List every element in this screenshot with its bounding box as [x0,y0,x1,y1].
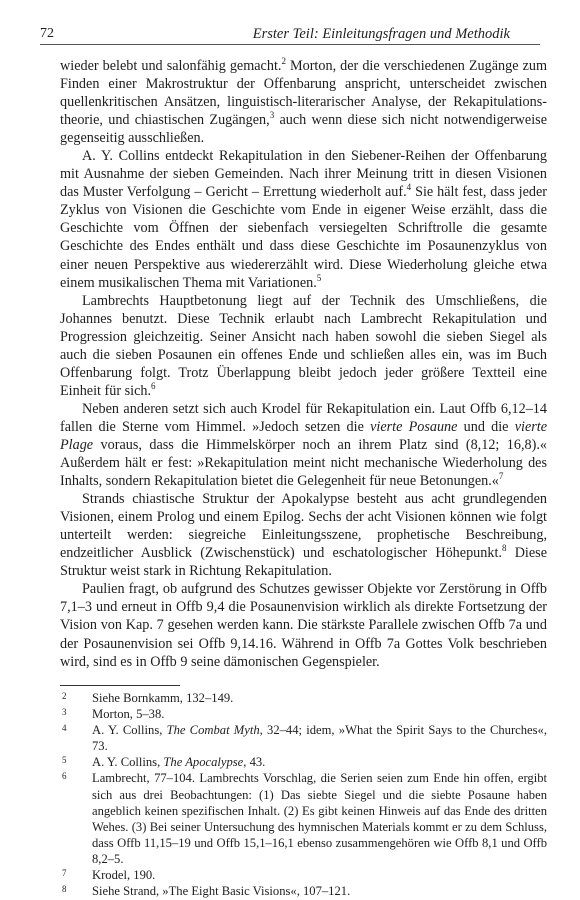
text-run: Neben anderen setzt sich auch Krodel für Rekapitulation ein. Laut Offb 6,12–14 fallen die Sterne vom Himmel. »Jedoch setzen die [60,400,547,435]
text-run: Krodel, 190. [92,868,156,883]
text-run: Lambrechts Hauptbetonung liegt auf der Technik des Umschließens, die Johannes benutzt. Diese Technik erlaubt nach Lambrecht Rekapitulation und Progression gleichzeitig. Seiner Ansicht nach haben sowohl die sieben Siegel als auch die sieben Posaunen ein offenes Ende und schließen alles ein, was im Buch Offenbarung folgt. Trotz Überlappung bleibt jedoch jeder größere Textteil eine Einheit für sich. [60,292,547,399]
paragraph [60,57,547,147]
running-title: Erster Teil: Einleitungsfragen und Methodik [252,26,510,42]
text-run: wieder belebt und salonfähig gemacht. [60,58,282,74]
text-run: Siehe Strand, »The Eight Basic Visions«, 107–121. [92,884,351,899]
text-run: und die [457,418,515,435]
footnote-separator [60,685,180,686]
footnote-text [92,883,547,899]
footnote-number: 8 [62,884,67,895]
text-run: Lambrecht, 77–104. Lambrechts Vorschlag, die Serien seien zum Ende hin offen, ergibt sich aus drei Beobachtungen: (1) Das siebte Siegel und die siebte Posaune haben angeblich keinen spezifischen Inhalt. (2) Es gibt keinen Hinweis auf das Ende des dritten Wehes. (3) Bei seiner Untersuchung des hymnischen Materials kommt er zu dem Schluss, dass Offb 11,15–19 und Offb 15,1–16,1 ebenso zusammengehören wie Offb 8,1 und Offb 8,2–5. [92,771,547,866]
footnote-text [92,706,547,722]
footnote [62,867,547,883]
footnote-number: 5 [62,755,67,766]
paragraph [60,400,547,490]
footnote-reference: 4 [406,182,412,193]
footnote-text [92,770,547,867]
text-run: Morton, 5–38. [92,707,165,722]
paragraph [60,147,547,291]
footnote-reference: 3 [269,110,275,121]
italic-text: vierte Posaune [370,418,458,435]
footnote-number: 4 [62,723,67,734]
footnote-reference: 6 [151,380,156,391]
paragraph [60,292,547,400]
text-run: A. Y. Collins entdeckt Rekapitulation in den Siebener-Reihen der Offenbarung mit Ausnahme der sieben Gemeinden. Nach ihrer Meinung tritt in diesen Visionen das Muster Verfolgung – Gericht – Errettung wiederholt auf. [60,148,547,201]
footnote-text [92,754,547,770]
text-run: Strands chiastische Struktur der Apokalypse besteht aus acht grundlegenden Visionen, einem Prolog und einem Epilog. Sechs der acht Visionen können wie folgt unterteilt werden: siegreiche Einleitungsszene, prophetische Beschreibung, endzeitlicher Ausblick (Zwischenstück) und eschatologischer Höhepunkt. [60,491,547,562]
footnote-reference: 5 [316,272,322,283]
text-run: Siehe Bornkamm, 132–149. [92,691,234,705]
text-run: voraus, dass die Himmelskörper noch an ihrem Platz sind (8,12; 16,8).« Außerdem hält er fest: »Rekapitulation meint nicht mechanische Wiederholung des Inhalts, sondern Rekapitulation bietet die Gelegenheit für neue Betonungen.« [60,436,547,490]
footnote-number: 6 [62,771,67,782]
text-run: A. Y. Collins, [92,755,164,770]
text-run: Diese Struktur weist stark in Richtung Rekapitulation. [60,545,547,580]
text-run: Paulien fragt, ob aufgrund des Schutzes gewisser Objekte vor Zerstörung in Offb 7,1–3 und erneut in Offb 9,4 die Posaunenvision wirklich als direkte Fortsetzung der Vision von Kap. 7 gesehen werden kann. Die stärkste Parallele zwischen Offb 7a und der Posaunenvision sei Offb 9,14.16. Während in Offb 7a Gottes Volk beschrieben wird, sind es in Offb 9 seine dämonischen Gegenspieler. [60,581,547,670]
text-run: Morton, der die verschiedenen Zugänge zum Finden einer Makrostruktur der Offenbarung anspricht, unterscheidet zwischen quellenkritischen Ansätzen, linguistisch-literarischer Analyse, der Rekapitulationstheorie, und chiastischen Zugängen, [60,58,548,129]
footnote [62,883,547,899]
footnote [62,722,547,754]
text-run: Sie hält fest, dass jeder Zyklus von Visionen die Geschichte vom Ende in eigener Weise erzählt, dass die Geschichte vom Öffnen der siebenfach versiegelten Schriftrolle die gesamte Geschichte des Endes enthält und dass diese Geschichte im Posaunenzyklus von einer neuen Perspektive aus wiedererzählt wird. Diese Wiederholung gleiche etwa einem musikalischen Thema mit Variationen. [60,184,547,291]
footnote-reference: 8 [501,543,507,554]
footnote-text [92,690,547,706]
footnote-reference: 2 [281,56,286,66]
footnote-number: 2 [62,691,67,701]
footnotes [62,690,547,899]
footnote-text [92,722,547,754]
footnote [62,706,547,722]
text-run: , 43. [243,755,266,770]
italic-text: vierte Plage [60,418,547,453]
text-run: auch wenn diese sich nicht notwendigerweise gegenseitig ausschließen. [60,112,547,147]
page-number: 72 [40,26,54,41]
text-run: , 32–44; idem, »What the Spirit Says to the Churches«, 73. [92,723,547,754]
footnote [62,770,547,867]
footnote-text [92,867,547,883]
footnote-number: 3 [62,707,67,718]
paragraph [60,580,547,670]
footnote [62,690,547,706]
footnote [62,754,547,770]
body-text [60,57,547,671]
text-run: A. Y. Collins, [92,723,167,738]
footnote-number: 7 [62,868,67,879]
italic-text: The Combat Myth [166,723,260,738]
paragraph [60,490,547,580]
footnote-reference: 7 [498,471,504,482]
italic-text: The Apocalypse [163,755,244,770]
running-header [40,24,540,45]
